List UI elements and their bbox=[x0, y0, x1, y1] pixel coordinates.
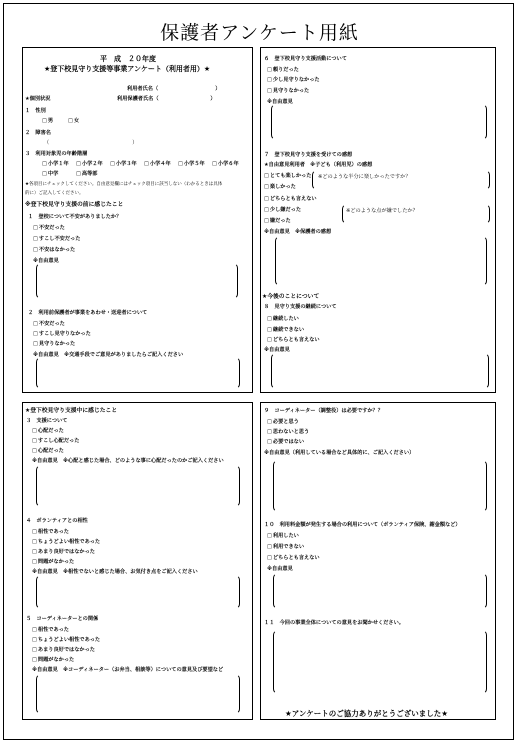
lb-q4-option-3[interactable]: □ あまり良好ではなかった bbox=[32, 549, 95, 555]
q5-option-2[interactable]: □ すこし見守りなかった bbox=[33, 331, 91, 337]
lb-q5-free-area[interactable] bbox=[36, 674, 240, 714]
q7-subheading: ★自由意見利用者 ※子ども（利用児）の感想 bbox=[264, 162, 373, 168]
section-during-support: ★登下校見守り支援中に感じたこと bbox=[25, 408, 118, 414]
page-title: 保護者アンケート用紙 bbox=[160, 22, 359, 44]
option-high-school[interactable]: □ 高等部 bbox=[76, 171, 97, 177]
q9-free-label: ※自由意見（利用している場合など具体的に、ご記入ください） bbox=[264, 450, 415, 456]
lb-q4-free-area[interactable] bbox=[36, 575, 240, 609]
survey-title: ★登下校見守り支援等事業アンケート（利用者用）★ bbox=[44, 65, 211, 73]
question-1: １ 性別 bbox=[25, 108, 46, 114]
option-grade-3[interactable]: □ 小学３年 bbox=[110, 161, 137, 167]
q8-option-1[interactable]: □ 継続したい bbox=[267, 316, 299, 322]
option-grade-1[interactable]: □ 小学１年 bbox=[42, 161, 69, 167]
user-name-field[interactable]: 利用者氏名（ ） bbox=[127, 86, 221, 92]
q9-option-2[interactable]: □ 思わないと思う bbox=[267, 429, 309, 435]
q9-option-3[interactable]: □ 必要ではない bbox=[267, 439, 304, 445]
q7-note-1: ※どのような半分に楽しかったですか？ bbox=[318, 174, 411, 180]
q5-free-area[interactable] bbox=[36, 357, 240, 389]
q6-option-2[interactable]: □ 少し見守りなかった bbox=[267, 77, 320, 83]
q7-bracket-1 bbox=[312, 170, 490, 190]
q7-option-5[interactable]: □ 嫌だった bbox=[264, 218, 291, 224]
lb-question-5: ５ コーディネーターとの関係 bbox=[26, 616, 99, 622]
q5-option-3[interactable]: □ 見守りなかった bbox=[33, 341, 75, 347]
lb-q4-option-4[interactable]: □ 問題がなかった bbox=[32, 559, 74, 565]
q9-option-1[interactable]: □ 必要と思う bbox=[267, 419, 299, 425]
option-grade-6[interactable]: □ 小学６年 bbox=[212, 161, 239, 167]
question-3: ３ 利用対象児の年齢階層 bbox=[25, 151, 88, 157]
section-before-support: ※登下校見守り支援の前に感じたこと bbox=[25, 202, 124, 208]
q10-free-area[interactable] bbox=[273, 573, 487, 609]
q7-option-3[interactable]: □ どちらとも言えない bbox=[264, 196, 317, 202]
question-2: ２ 障害名 bbox=[25, 130, 51, 136]
instruction-line-1: ★各項目にチェックしてください。自由意見欄にはチェック項目に該当しない（わかるときは具体 bbox=[25, 182, 223, 187]
q8-option-2[interactable]: □ 継続できない bbox=[267, 327, 304, 333]
question-7: ７ 登下校見守り支援を受けての感想 bbox=[264, 152, 353, 158]
q4-free-area[interactable] bbox=[36, 263, 238, 299]
q7-option-1[interactable]: □ とても楽しかった bbox=[264, 173, 311, 179]
question-4: １ 登校について不安がありましたか？ bbox=[28, 214, 122, 220]
lb-q4-option-2[interactable]: □ ちょうどよい相性であった bbox=[32, 539, 100, 545]
option-junior-high[interactable]: □ 中学 bbox=[42, 171, 58, 177]
q4-option-2[interactable]: □ すこし不安だった bbox=[33, 236, 80, 242]
q8-option-3[interactable]: □ どちらとも言えない bbox=[267, 337, 320, 343]
q4-option-1[interactable]: □ 不安だった bbox=[33, 225, 65, 231]
q4-option-3[interactable]: □ 不安はなかった bbox=[33, 247, 75, 253]
lb-q5-option-2[interactable]: □ ちょうどよい相性であった bbox=[32, 637, 100, 643]
option-grade-5[interactable]: □ 小学５年 bbox=[178, 161, 205, 167]
section-future: ★今後のことについて bbox=[262, 294, 320, 300]
question-5: ２ 利用前保護者が事業をあわせ・送迎者について bbox=[28, 310, 148, 316]
option-female[interactable]: □ 女 bbox=[68, 118, 79, 124]
question-6: ６ 登下校見守り支援活動について bbox=[264, 56, 347, 62]
lb-q5-option-4[interactable]: □ 問題がなかった bbox=[32, 657, 74, 663]
option-grade-2[interactable]: □ 小学２年 bbox=[76, 161, 103, 167]
lb-q4-free-label: ※自由意見 ※相性でないと感じた場合、お気付き点をご記入ください bbox=[32, 569, 198, 575]
q9-free-area[interactable] bbox=[273, 460, 487, 512]
q4-free-label: ※自由意見 bbox=[33, 258, 59, 264]
q6-option-1[interactable]: □ 頼りだった bbox=[267, 67, 299, 73]
instruction-line-2: 的に）ご記入してください。 bbox=[25, 191, 84, 196]
option-grade-4[interactable]: □ 小学４年 bbox=[144, 161, 171, 167]
q6-free-label: ※自由意見 bbox=[267, 99, 293, 105]
survey-year: 平 成 ２０年度 bbox=[100, 55, 156, 63]
q6-option-3[interactable]: □ 見守りなかった bbox=[267, 88, 309, 94]
q10-free-label: ※自由意見 bbox=[267, 566, 293, 572]
q6-free-area[interactable] bbox=[271, 104, 487, 140]
q5-option-1[interactable]: □ 不安だった bbox=[33, 321, 65, 327]
question-8: ８ 見守り支援の継続について bbox=[264, 304, 337, 310]
lb-q3-free-area[interactable] bbox=[36, 465, 240, 507]
question-10: １０ 利用料金額が発生する場合の利用について（ボランティア保険、謝金額など） bbox=[264, 522, 461, 528]
q7-free-area[interactable] bbox=[275, 236, 487, 286]
closing-message: ★アンケートのご協力ありがとうございました★ bbox=[285, 709, 448, 718]
lb-q5-free-label: ※自由意見 ※コーディネーター（お弁当、相談等）についての意見及び要望など bbox=[32, 667, 224, 673]
lb-q3-free-label: ※自由意見 ※心配と感じた場合、どのような事に心配だったのかご記入ください bbox=[32, 458, 224, 464]
individual-label: ★個別状況 bbox=[25, 96, 51, 102]
guardian-name-field[interactable]: 利用保護者氏名（ ） bbox=[117, 96, 216, 102]
lb-question-3: ３ 支援について bbox=[26, 418, 68, 424]
question-11: １１ 今回の事業全体についての意見をお聞かせください。 bbox=[264, 620, 404, 626]
q10-option-3[interactable]: □ どちらとも言えない bbox=[267, 555, 320, 561]
lb-q3-option-3[interactable]: □ 心配だった bbox=[32, 448, 64, 454]
lb-q5-option-3[interactable]: □ あまり良好ではなかった bbox=[32, 647, 95, 653]
q10-option-2[interactable]: □ 利用できない bbox=[267, 544, 304, 550]
q7-option-2[interactable]: □ 楽しかった bbox=[264, 184, 296, 190]
q7-option-4[interactable]: □ 少し嫌だった bbox=[264, 207, 301, 213]
q7-free-label: ※自由意見 ※保護者の感想 bbox=[264, 229, 332, 235]
q7-note-2: ※どのような点が嫌でしたか？ bbox=[346, 208, 418, 214]
q5-free-label: ※自由意見 ※交通手段でご意見がありましたらご記入ください bbox=[33, 352, 184, 358]
disability-field[interactable]: （ ） bbox=[44, 140, 138, 146]
question-9: ９ コーディネーター（調整役）は必要ですか？？ bbox=[264, 408, 383, 414]
q7-bracket-2 bbox=[342, 204, 490, 224]
lb-q3-option-1[interactable]: □ 心配だった bbox=[32, 428, 64, 434]
q10-option-1[interactable]: □ 利用したい bbox=[267, 533, 299, 539]
lb-question-4: ４ ボランティアとの相性 bbox=[26, 518, 88, 524]
lb-q3-option-2[interactable]: □ すこし心配だった bbox=[32, 438, 79, 444]
option-male[interactable]: □ 男 bbox=[42, 118, 63, 124]
q8-free-label: ※自由意見 bbox=[264, 347, 290, 353]
q11-free-area[interactable] bbox=[273, 630, 487, 694]
lb-q4-option-1[interactable]: □ 相性であった bbox=[32, 529, 69, 535]
q8-free-area[interactable] bbox=[271, 353, 489, 389]
lb-q5-option-1[interactable]: □ 相性であった bbox=[32, 627, 69, 633]
